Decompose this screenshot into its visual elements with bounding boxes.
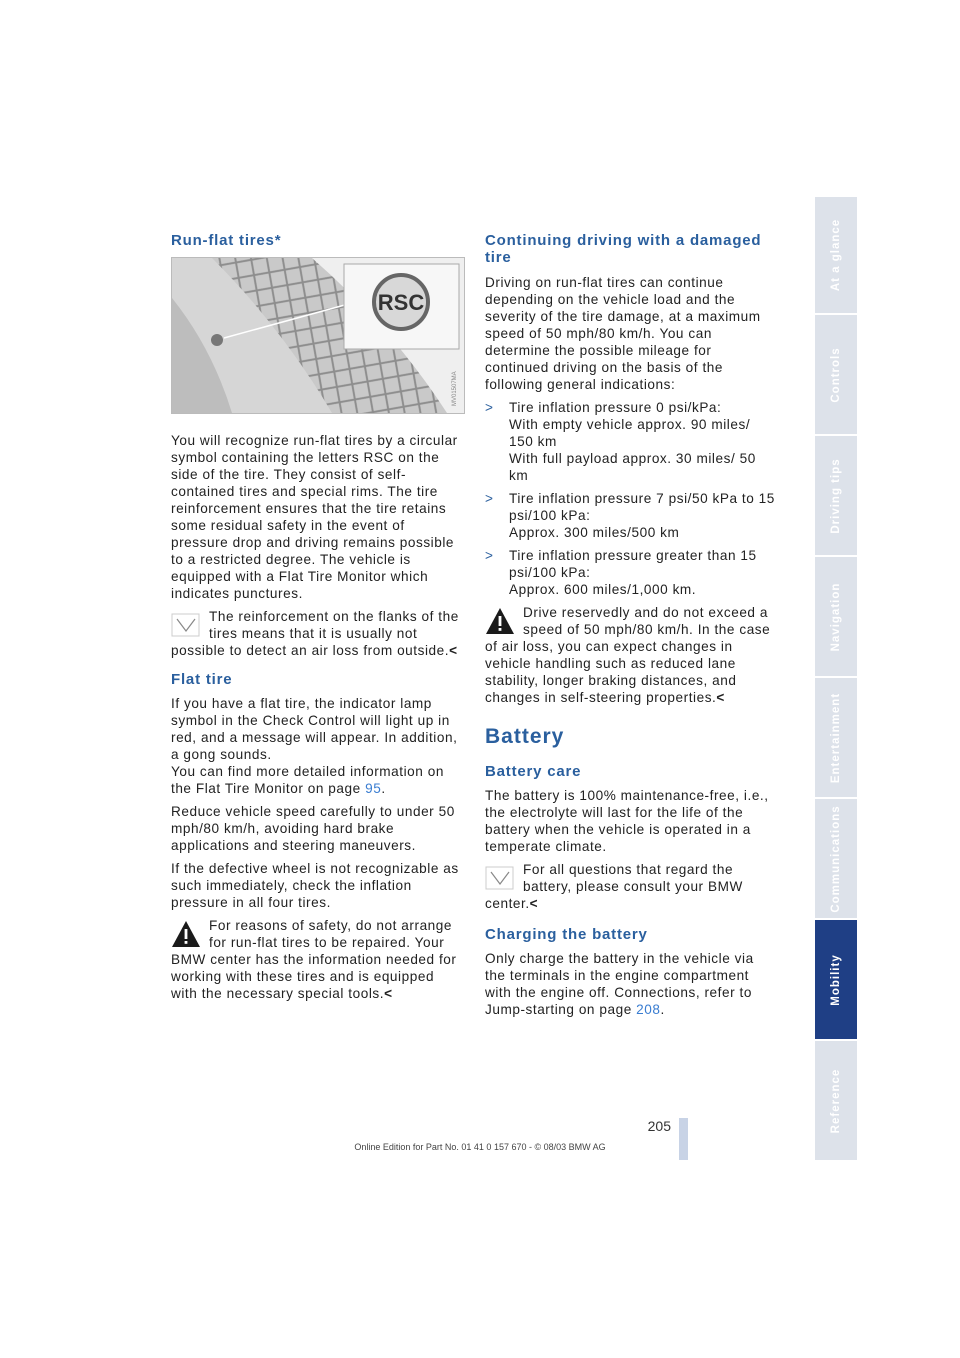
tab-navigation[interactable] [815,557,857,676]
warning-icon [485,606,515,636]
bullet-1-line-1: Tire inflation pressure 0 psi/kPa: [509,400,722,415]
tab-label: Mobility [830,953,842,1006]
tab-label: At a glance [830,218,842,292]
run-flat-note [171,608,463,659]
continue-warning [485,604,777,706]
footer-edition: Online Edition for Part No. 01 41 0 157 670 - © 08/03 BMW AG [354,1142,606,1152]
bullet-1-line-2: With empty vehicle approx. 90 miles/ 150 km [509,417,751,449]
end-mark: < [529,896,539,911]
tab-driving-tips[interactable] [815,436,857,555]
page-link-95[interactable]: 95 [365,781,382,796]
tab-label: Navigation [830,582,842,651]
tab-label: Entertainment [830,692,842,783]
continue-paragraph: Driving on run-flat tires can continue depending on the vehicle load and the severity of the tire damage, at a maximum speed of 50 mph/80 km/h. You can determine the possible mileage for continued driving on the basis of the following general indications: [485,275,761,392]
end-mark: < [449,643,458,658]
bullet-1-line-3: With full payload approx. 30 miles/ 50 km [509,451,756,483]
page-number: 205 [647,1118,671,1134]
tab-controls[interactable] [815,315,857,434]
rsc-symbol-on-tire [211,334,223,346]
page-link-208[interactable]: 208 [636,1002,661,1017]
heading-charging-battery: Charging the battery [485,926,648,943]
bullet-mark: > [485,400,494,415]
heading-continuing-driving: Continuing driving with a damaged tire [485,232,762,266]
bullet-3-line-2: Approx. 600 miles/1,000 km. [509,582,697,597]
bullet-mark: > [485,548,494,563]
tab-label: Controls [830,346,842,403]
bullet-mark: > [485,491,494,506]
bullet-3-line-1: Tire inflation pressure greater than 15 psi/100 kPa: [509,548,757,580]
section-tabs [815,197,857,1162]
tab-label: Reference [830,1068,842,1133]
tire-image [172,258,464,413]
list-item [485,490,777,541]
tire-illustration [171,257,465,414]
continue-warning-text: Drive reservedly and do not exceed a speed of 50 mph/80 km/h. In the case of air loss, you can expect changes in vehicle handling such as reduced lane stability, longer braking distances, and changes in self-steering properties. [485,605,771,705]
tab-label: Communications [830,804,842,913]
warning-icon [171,919,201,949]
flat-warning-text: For reasons of safety, do not arrange for run-flat tires to be repaired. Your BMW center has the information needed for working with these tires and is equipped with the necessary special tools. [171,918,457,1001]
heading-battery: Battery [485,725,565,748]
heading-flat-tire: Flat tire [171,671,233,688]
flat-paragraph-3: If the defective wheel is not recognizable as such immediately, check the inflation pressure in all four tires. [171,861,459,910]
list-item [485,399,777,484]
battery-care-paragraph: The battery is 100% maintenance-free, i.e., the electrolyte will last for the life of the battery when the vehicle is operated in a temperate climate. [485,788,769,854]
heading-run-flat-tires: Run-flat tires* [171,232,282,249]
tab-mobility[interactable] [815,920,857,1039]
bullet-2-line-2: Approx. 300 miles/500 km [509,525,680,540]
period: . [660,1002,665,1017]
period: . [381,781,386,796]
run-flat-paragraph: You will recognize run-flat tires by a circular symbol containing the letters RSC on the side of the tire. They consist of self-contained tires and special rims. The tire reinforcement ensures that the tire retains some residual safety in the event of pressure drop and driving remains possible to a restricted degree. The vehicle is equipped with a Flat Tire Monitor which indicates punctures. [171,433,458,601]
charging-paragraph: Only charge the battery in the vehicle via the terminals in the engine compartment with the engine off. Connections, refer to Jump-starting on page [485,951,754,1017]
page-number-bar [679,1118,688,1160]
tab-at-a-glance[interactable] [815,197,857,313]
heading-battery-care: Battery care [485,763,582,780]
note-arrow-icon [171,610,201,640]
end-mark: < [716,690,725,705]
battery-care-note-text: For all questions that regard the battery, please consult your BMW center. [485,862,743,911]
flat-warning [171,917,463,1002]
flat-paragraph-1a: If you have a flat tire, the indicator lamp symbol in the Check Control will light up in red, and a message will appear. In addition, a gong sounds. [171,696,458,762]
tab-entertainment[interactable] [815,678,857,797]
end-mark: < [384,986,393,1001]
run-flat-note-text: The reinforcement on the flanks of the tires means that it is usually not possible to detect an air loss from outside. [171,609,459,658]
tab-communications[interactable] [815,799,857,918]
tab-label: Driving tips [830,457,842,534]
rsc-badge-text: RSC [377,290,425,315]
image-code: MV01507MA [452,371,458,406]
list-item [485,547,777,598]
battery-care-note [485,861,777,912]
flat-paragraph-1b: You can find more detailed information on the Flat Tire Monitor on page [171,764,444,796]
flat-paragraph-2: Reduce vehicle speed carefully to under 50 mph/80 km/h, avoiding hard brake applications and steering maneuvers. [171,804,455,853]
bullet-2-line-1: Tire inflation pressure 7 psi/50 kPa to 15 psi/100 kPa: [509,491,775,523]
note-arrow-icon [485,863,515,893]
